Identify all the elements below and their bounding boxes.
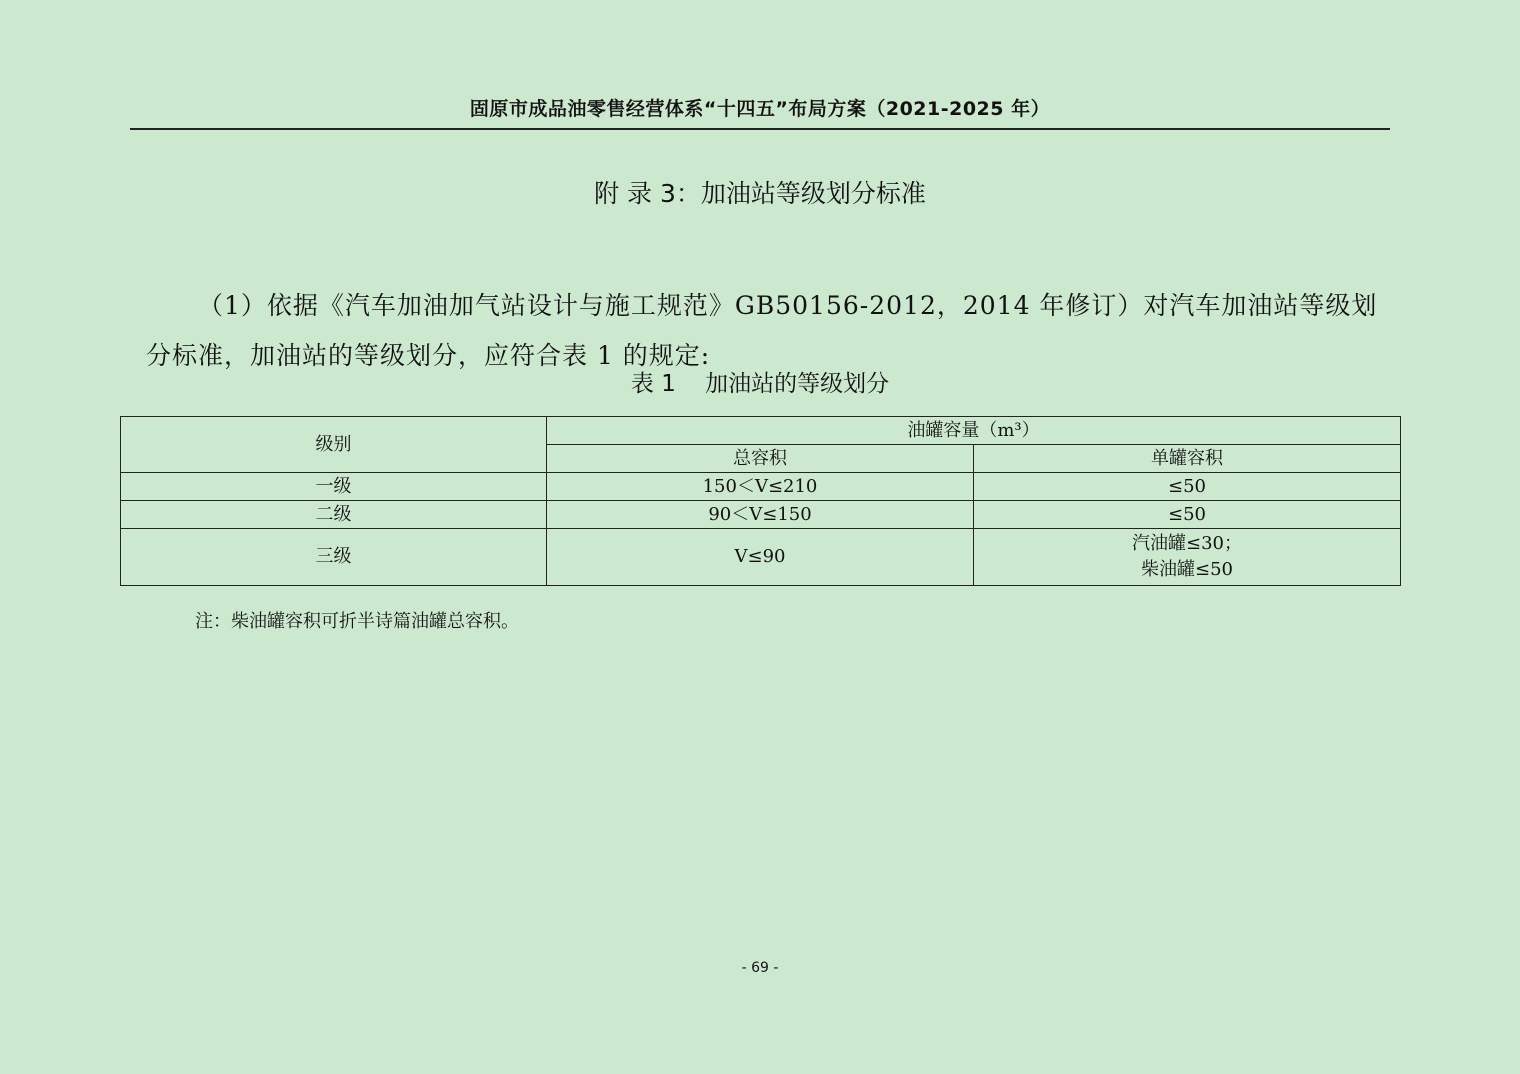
- table-header-row: [121, 417, 1401, 445]
- body-paragraph: （1）依据《汽车加油加气站设计与施工规范》GB50156-2012，2014 年修订）对汽车加油站等级划分标准，加油站的等级划分，应符合表 1 的规定:: [146, 291, 1378, 370]
- table-row: [121, 529, 1401, 586]
- grade-table: [120, 416, 1401, 586]
- table-note: 注：柴油罐容积可折半诗篇油罐总容积。: [195, 611, 519, 632]
- header-total-volume: 总容积: [547, 445, 974, 473]
- row-single-tank: ≤50: [974, 501, 1401, 529]
- row-grade: 二级: [121, 501, 547, 529]
- header-grade: 级别: [121, 417, 547, 473]
- row-total-volume: 150＜V≤210: [547, 473, 974, 501]
- running-header-title: 固原市成品油零售经营体系“十四五”布局方案（2021-2025 年）: [469, 98, 1051, 120]
- header-single-tank: 单罐容积: [974, 445, 1401, 473]
- table-row: [121, 501, 1401, 529]
- table-caption: 表 1 加油站的等级划分: [630, 371, 890, 397]
- row-total-volume: V≤90: [547, 529, 974, 586]
- appendix-title: 附 录 3：加油站等级划分标准: [594, 179, 926, 208]
- single-tank-diesel: 柴油罐≤50: [1141, 559, 1233, 580]
- row-grade: 一级: [121, 473, 547, 501]
- header-divider: [130, 128, 1390, 130]
- header-capacity-group: 油罐容量（m³）: [547, 417, 1401, 445]
- page-number: - 69 -: [741, 960, 779, 976]
- row-single-tank: ≤50: [974, 473, 1401, 501]
- single-tank-gasoline: 汽油罐≤30；: [1132, 533, 1242, 554]
- row-total-volume: 90＜V≤150: [547, 501, 974, 529]
- table-row: [121, 473, 1401, 501]
- row-single-tank: [974, 529, 1401, 586]
- row-grade: 三级: [121, 529, 547, 586]
